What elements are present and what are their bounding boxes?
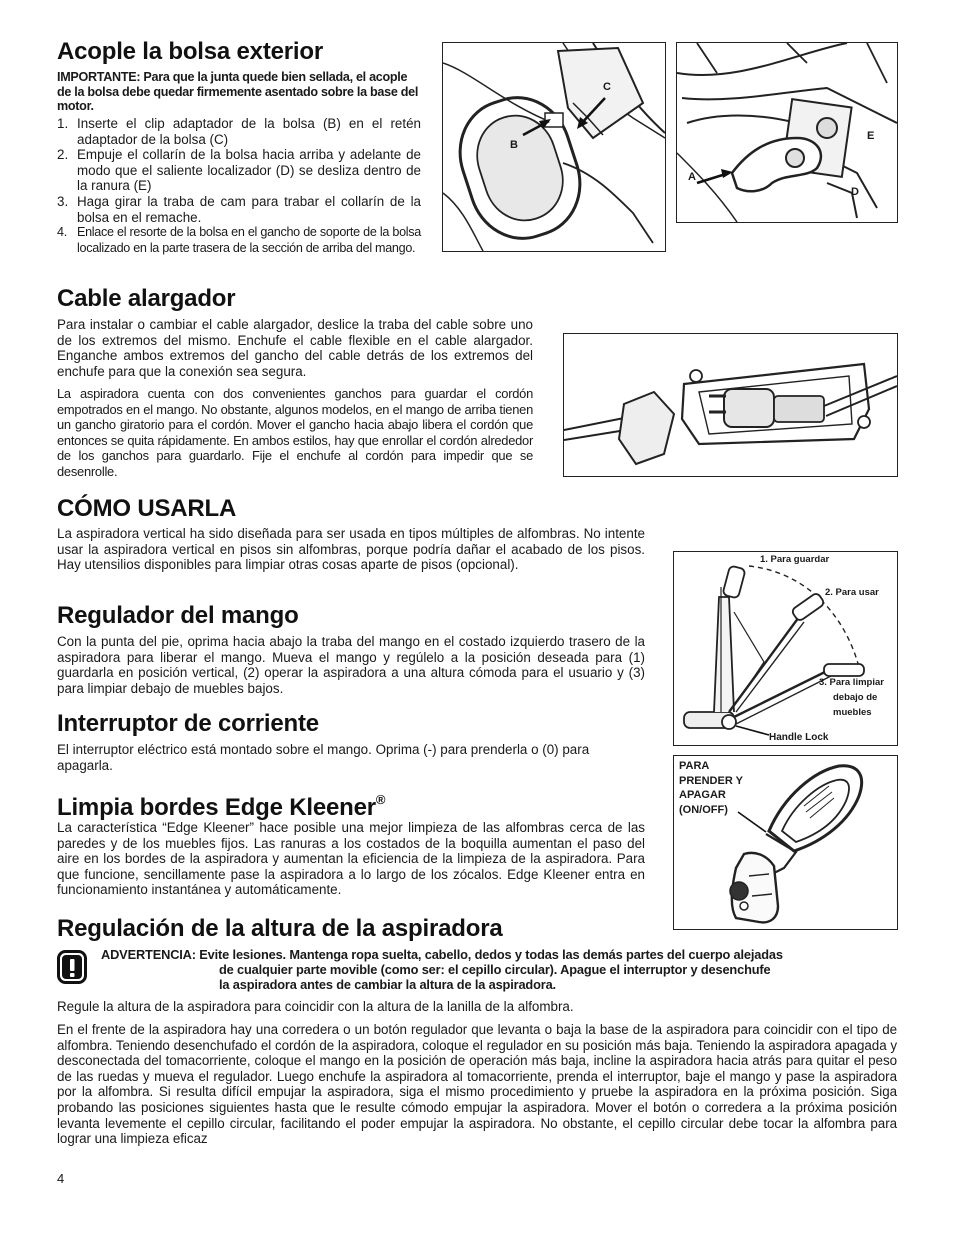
bag-step-2: 2. Empuje el collarín de la bolsa hacia arriba y adelante de modo que el saliente localizador (D) se desliza dentro de la ranura (E) — [57, 147, 421, 194]
section-title-height: Regulación de la altura de la aspiradora — [57, 915, 503, 942]
handle-fig-label-under: 3. Para limpiar — [819, 677, 884, 688]
figure-bag-collar — [676, 42, 898, 223]
fig-label-e: E — [867, 130, 875, 142]
section-title-bag: Acople la bolsa exterior — [57, 38, 323, 65]
bag-steps-list — [57, 116, 421, 256]
section-title-handle: Regulador del mango — [57, 602, 299, 629]
warning-label: ADVERTENCIA: — [101, 947, 196, 962]
bag-step-4: 4. Enlace el resorte de la bolsa en el gancho de soporte de la bolsa localizado en la parte trasera de la sección de arriba del mango. — [57, 225, 421, 255]
handle-fig-label-lock: Handle Lock — [769, 732, 829, 743]
page-number: 4 — [57, 1171, 65, 1186]
handle-fig-label-under-2: debajo de — [833, 692, 878, 703]
cable-paragraph-2: La aspiradora cuenta con dos convenientes ganchos para guardar el cordón empotrados en el mango. No obstante, algunos modelos, en el mango de arriba tienen un gancho giratorio para el cordón. Mover el gancho hacia abajo libera el cordón que entonces se quita rápidamente. En ambos estilos, hay que enrollar el cordón alrededor de los ganchos para guardarlo. Fije el enchufe al cordón para impedir que se desenrolle. — [57, 386, 533, 479]
handle-paragraph: Con la punta del pie, oprima hacia abajo la traba del mango en el costado izquierdo trasero de la aspiradora para liberar el mango. Mueva el mango y regúlelo a la posición deseada para (1) guardarla en posición vertical, (2) operar la aspiradora a una altura cómoda para el usuario y (3) para limpiar debajo de muebles bajos. — [57, 634, 645, 696]
power-switch-illustration — [674, 756, 897, 929]
handle-fig-label-use: 2. Para usar — [825, 587, 879, 598]
figure-extension-cord — [563, 333, 898, 477]
section-title-usage: CÓMO USARLA — [57, 495, 237, 522]
warning-icon — [57, 950, 87, 984]
fig-label-c: C — [603, 81, 611, 93]
handle-fig-label-store: 1. Para guardar — [760, 554, 830, 565]
height-warning: ADVERTENCIA: Evite lesiones. Mantenga ropa suelta, cabello, dedos y todas las demás partes del cuerpo alejadas de cualquier parte movible (como ser: el cepillo circular). Apague el interruptor y desenchufe la aspiradora antes de cambiar la altura de la aspiradora. — [101, 947, 783, 992]
height-paragraph-2: En el frente de la aspiradora hay una corredera o un botón regulador que levanta o baja la base de la aspiradora para coincidir con el tipo de alfombra. Teniendo desenchufado el cordón de la aspiradora, coloque el regulador en su posición más baja. Teniendo la aspiradora apagada y desconectada del tomacorriente, coloque el mango en la posición de operación más baja, incline la aspiradora hacia atrás para quitar el peso de las ruedas y mueva el regulador. Luego enchufe la aspiradora al tomacorriente, prenda el interruptor, baje el mango y pase la aspiradora por la alfombra. Si resulta difícil empujar la aspiradora, siga el mismo procedimiento y pruebe la aspiradora en la próxima posición. Siga probando las posiciones siguientes hasta que le resulte cómodo empujar la aspiradora. Mover el botón o corredera a la próxima posición levanta levemente el cepillo circular, facilitando el poder empujar la aspiradora. No obstante, el cepillo circular debe tocar la alfombra para lograr una limpieza eficaz — [57, 1022, 897, 1147]
section-title-cable: Cable alargador — [57, 285, 236, 312]
figure-power-switch — [673, 755, 898, 930]
section-title-edge: Limpia bordes Edge Kleener® — [57, 792, 386, 821]
fig-label-b: B — [510, 139, 518, 151]
extension-cord-illustration — [564, 334, 897, 476]
usage-paragraph: La aspiradora vertical ha sido diseñada para ser usada en tipos múltiples de alfombras. No intente usar la aspiradora vertical en pisos sin alfombras, porque podría dañar el acabado de los pisos. Hay utensilios disponibles para limpiar otras cosas aparte de pisos (opcional). — [57, 526, 645, 573]
switch-paragraph: El interruptor eléctrico está montado sobre el mango. Oprima (-) para prenderla o (0) para apagarla. — [57, 742, 590, 773]
bag-important-note: IMPORTANTE: Para que la junta quede bien sellada, el acople de la bolsa debe quedar firmemente asentado sobre la base del motor. — [57, 70, 419, 114]
section-title-switch: Interruptor de corriente — [57, 710, 319, 737]
fig-label-a: A — [688, 171, 696, 183]
figure-handle-positions — [673, 551, 898, 746]
bag-collar-illustration — [677, 43, 897, 222]
bag-clip-illustration — [443, 43, 665, 251]
fig-label-d: D — [851, 186, 859, 198]
registered-mark: ® — [375, 792, 386, 807]
bag-step-3: 3. Haga girar la traba de cam para trabar el collarín de la bolsa en el remache. — [57, 193, 421, 225]
figure-bag-clip — [442, 42, 666, 252]
edge-paragraph: La característica “Edge Kleener” hace posible una mejor limpieza de las alfombras cerca de las paredes y de los muebles fijos. Las ranuras a los costados de la boquilla aumentan el paso del aire en los bordes de la aspiradora y aumentan la eficiencia de la limpieza de la aspiradora. Para que funcione, sencillamente pase la aspiradora a lo largo de los zócalos. Edge Kleener entra en funcionamiento instantánea y automáticamente. — [57, 820, 645, 898]
handle-fig-label-under-3: muebles — [833, 707, 872, 718]
switch-fig-caption: PARA PRENDER Y APAGAR (ON/OFF) — [679, 760, 743, 816]
bag-step-1: 1. Inserte el clip adaptador de la bolsa (B) en el retén adaptador de la bolsa (C) — [57, 116, 421, 147]
height-paragraph-1: Regule la altura de la aspiradora para coincidir con la altura de la lanilla de la alfombra. — [57, 999, 574, 1014]
cable-paragraph-1: Para instalar o cambiar el cable alargador, deslice la traba del cable sobre uno de los extremos del mismo. Enchufe el cable flexible en el cable alargador. Enganche ambos extremos del gancho del cable detrás de los extremos del enchufe para que la conexión sea segura. — [57, 317, 533, 379]
